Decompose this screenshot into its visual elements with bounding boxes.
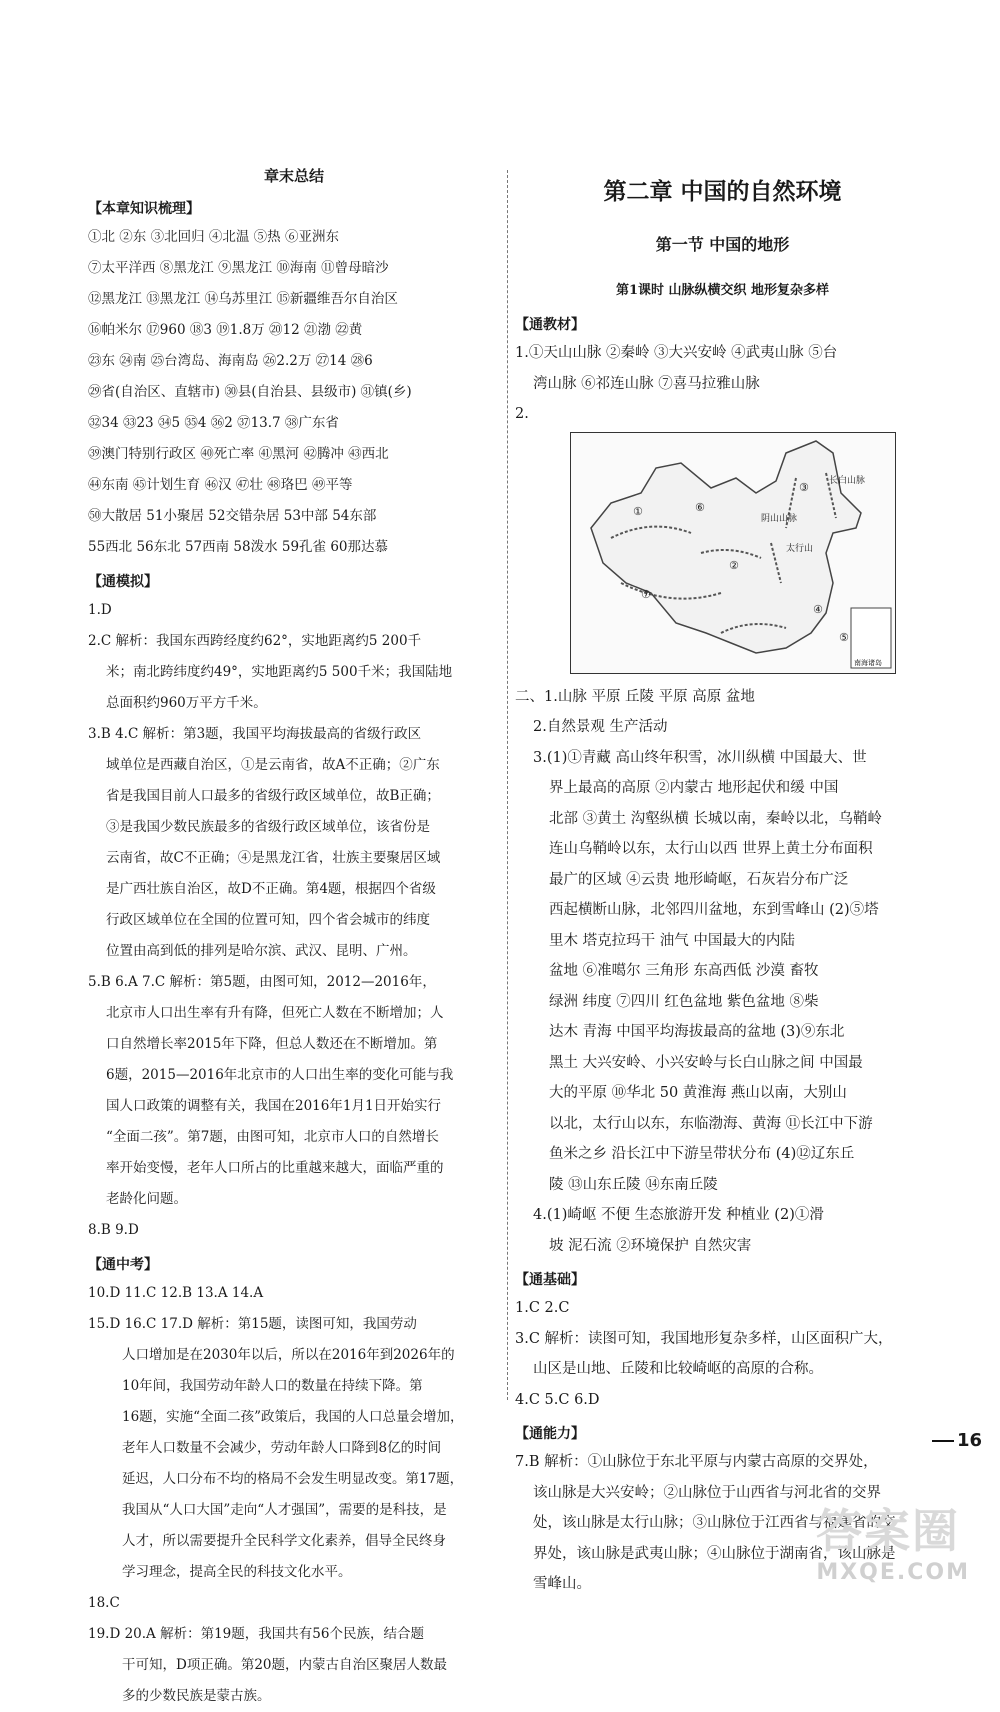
- answer-line: 达木 青海 中国平均海拔最高的盆地 (3)⑨东北: [549, 1024, 845, 1040]
- answer-line: 北京市人口出生率有升有降，但死亡人数在不断增加；人: [106, 1005, 444, 1021]
- watermark-url: MXQE.COM: [816, 1560, 970, 1585]
- answer-line: 米；南北跨纬度约49°，实地距离约5 500千米；我国陆地: [106, 664, 453, 680]
- answer-line: 人才，所以需要提升全民科学文化素养，倡导全民终身: [122, 1533, 446, 1549]
- page-number-dash: [932, 1440, 954, 1442]
- answer-line: 率开始变慢，老年人口所占的比重越来越大，面临严重的: [106, 1160, 444, 1176]
- answer-line: 口自然增长率2015年下降，但总人数还在不断增加。第: [106, 1036, 438, 1052]
- answer-line: 2.C 解析：我国东西跨经度约62°，实地距离约5 200千: [88, 633, 422, 649]
- section-heading: 【本章知识梳理】: [88, 201, 200, 217]
- section-heading: 【通中考】: [88, 1257, 158, 1273]
- answer-line: 学习理念，提高全民的科技文化水平。: [122, 1564, 352, 1580]
- answer-line: 3.C 解析：读图可知，我国地形复杂多样，山区面积广大，: [515, 1330, 893, 1347]
- label-4: ④: [813, 602, 823, 616]
- answer-line: 7.B 解析：①山脉位于东北平原与内蒙古高原的交界处，: [515, 1454, 878, 1470]
- answer-line: 云南省，故C不正确；④是黑龙江省，壮族主要聚居区域: [106, 850, 441, 866]
- answer-line: 陵 ⑬山东丘陵 ⑭东南丘陵: [549, 1176, 718, 1193]
- chapter-summary-title: 章末总结: [263, 167, 324, 185]
- knowledge-section: [88, 196, 500, 563]
- label-2: ②: [729, 558, 739, 572]
- inset-label: 南海诸岛: [854, 658, 882, 667]
- text-line: ㊹东南 ㊺计划生育 ㊻汉 ㊼壮 ㊽珞巴 ㊾平等: [88, 477, 353, 493]
- answer-line: 绿洲 纬度 ⑦四川 红色盆地 紫色盆地 ⑧柴: [549, 993, 819, 1010]
- section-heading: 【通模拟】: [88, 574, 158, 590]
- answer-line: 雪峰山。: [533, 1576, 591, 1592]
- left-column: [88, 165, 500, 1712]
- answer-line: 老年人口数量不会减少，劳动年龄人口降到8亿的时间: [122, 1440, 442, 1456]
- answer-line: 8.B 9.D: [88, 1222, 139, 1238]
- chapter-title: 第二章 中国的自然环境: [603, 178, 842, 205]
- answer-line: 处，该山脉是太行山脉；③山脉位于江西省与福建省的交: [533, 1515, 896, 1531]
- answer-line: 里木 塔克拉玛干 油气 中国最大的内陆: [549, 932, 795, 949]
- answer-line: 省是我国目前人口最多的省级行政区域单位，故B正确；: [106, 788, 440, 804]
- text-line: ⑫黑龙江 ⑬黑龙江 ⑭乌苏里江 ⑮新疆维吾尔自治区: [88, 291, 398, 307]
- answer-line: 界上最高的高原 ②内蒙古 地形起伏和缓 中国: [549, 780, 839, 796]
- answer-line: “全面二孩”。第7题，由图可知，北京市人口的自然增长: [106, 1129, 439, 1145]
- text-line: 55西北 56东北 57西南 58泼水 59孔雀 60那达慕: [88, 539, 389, 555]
- page-number: [932, 1430, 982, 1451]
- answer-line: 10.D 11.C 12.B 13.A 14.A: [88, 1285, 264, 1301]
- answer-line: 15.D 16.C 17.D 解析：第15题，读图可知，我国劳动: [88, 1316, 417, 1332]
- section-heading: 【通教材】: [515, 317, 585, 333]
- answer-line: 湾山脉 ⑥祁连山脉 ⑦喜马拉雅山脉: [533, 375, 760, 392]
- answer-line: 行政区域单位在全国的位置可知，四个省会城市的纬度: [106, 912, 430, 928]
- text-line: ⑦太平洋西 ⑧黑龙江 ⑨黑龙江 ⑩海南 ⑪曾母暗沙: [88, 260, 389, 276]
- answer-line: 山区是山地、丘陵和比较崎岖的高原的合称。: [533, 1361, 823, 1377]
- watermark-logo: 答案圈: [816, 1504, 960, 1558]
- text-line: ㊴澳门特别行政区 ㊵死亡率 ㊶黑河 ㊷腾冲 ㊸西北: [88, 446, 389, 462]
- changbai-label: 长白山脉: [829, 475, 866, 486]
- answer-line: 1.C 2.C: [515, 1300, 570, 1316]
- taihang-label: 太行山: [786, 543, 814, 554]
- answer-line: 10年间，我国劳动年龄人口的数量在持续下降。第: [122, 1378, 423, 1394]
- label-5: ⑤: [839, 630, 849, 644]
- label-1: ①: [633, 504, 643, 518]
- answer-line: 北部 ③黄土 沟壑纵横 长城以南，秦岭以北，乌鞘岭: [549, 810, 882, 827]
- answer-line: 以北，太行山以东，东临渤海、黄海 ⑪长江中下游: [549, 1115, 873, 1132]
- answer-line: 1.①天山山脉 ②秦岭 ③大兴安岭 ④武夷山脉 ⑤台: [515, 345, 838, 361]
- answer-line: ③是我国少数民族最多的省级行政区域单位，该省份是: [106, 819, 430, 835]
- yinshan-label: 阴山山脉: [761, 513, 798, 524]
- answer-line: 是广西壮族自治区，故D不正确。第4题，根据四个省级: [106, 881, 436, 897]
- lesson-title: 第1课时 山脉纵横交织 地形复杂多样: [615, 283, 830, 298]
- section-title: 第一节 中国的地形: [655, 235, 790, 254]
- answer-line: 黑土 大兴安岭、小兴安岭与长白山脉之间 中国最: [549, 1054, 863, 1071]
- answer-line: 二、1.山脉 平原 丘陵 平原 高原 盆地: [515, 688, 755, 705]
- answer-line: 老龄化问题。: [106, 1191, 187, 1207]
- answer-line: 西起横断山脉，北邻四川盆地，东到雪峰山 (2)⑤塔: [549, 902, 879, 918]
- answer-line: 16题，实施“全面二孩”政策后，我国的人口总量会增加，: [122, 1409, 464, 1425]
- text-line: ㉙省(自治区、直辖市) ㉚县(自治县、县级市) ㉛镇(乡): [88, 384, 412, 400]
- answer-line: 18.C: [88, 1595, 120, 1611]
- answer-line: 4.C 5.C 6.D: [515, 1391, 600, 1408]
- label-7: ⑦: [641, 587, 651, 601]
- china-mountains-map: [570, 432, 896, 674]
- answer-line: 1.D: [88, 602, 112, 618]
- answer-line: 盆地 ⑥准噶尔 三角形 东高西低 沙漠 畜牧: [549, 963, 819, 979]
- answer-line: 3.B 4.C 解析：第3题，我国平均海拔最高的省级行政区: [88, 726, 422, 742]
- answer-line: 6题，2015—2016年北京市的人口出生率的变化可能与我: [106, 1067, 454, 1083]
- answer-line: 位置由高到低的排列是哈尔滨、武汉、昆明、广州。: [106, 943, 417, 959]
- answer-line: 19.D 20.A 解析：第19题，我国共有56个民族，结合题: [88, 1626, 424, 1642]
- answer-line: 总面积约960万平方千米。: [106, 695, 267, 711]
- answer-line: 延迟，人口分布不均的格局不会发生明显改变。第17题，: [122, 1471, 464, 1487]
- answer-line: 连山乌鞘岭以东，太行山以西 世界上黄土分布面积: [549, 841, 873, 857]
- label-6: ⑥: [695, 500, 705, 514]
- answer-line: 我国从“人口大国”走向“人才强国”，需要的是科技，是: [122, 1502, 447, 1518]
- answer-line: 最广的区域 ④云贵 地形崎岖，石灰岩分布广泛: [549, 871, 849, 888]
- answer-line: 人口增加是在2030年以后，所以在2016年到2026年的: [122, 1347, 455, 1363]
- answer-line: 2.自然景观 生产活动: [533, 719, 668, 735]
- mock-section: [88, 569, 500, 1246]
- answer-line: 5.B 6.A 7.C 解析：第5题，由图可知，2012—2016年，: [88, 974, 436, 990]
- answer-line: 干可知，D项正确。第20题，内蒙古自治区聚居人数最: [122, 1657, 448, 1673]
- answer-line: 大的平原 ⑩华北 50 黄淮海 燕山以南，大别山: [549, 1085, 847, 1101]
- column-divider: [507, 170, 508, 1400]
- section-heading: 【通基础】: [515, 1272, 585, 1288]
- text-line: ㉓东 ㉔南 ㉕台湾岛、海南岛 ㉖2.2万 ㉗14 ㉘6: [88, 353, 373, 369]
- answer-line: 多的少数民族是蒙古族。: [122, 1688, 271, 1704]
- exam-section: [88, 1252, 500, 1712]
- china-outline: [591, 441, 861, 653]
- answer-line: 坡 泥石流 ②环境保护 自然灾害: [549, 1237, 752, 1254]
- answer-line: 4.(1)崎岖 不便 生态旅游开发 种植业 (2)①滑: [533, 1207, 824, 1223]
- map-figure: [571, 433, 895, 673]
- text-line: ①北 ②东 ③北回归 ④北温 ⑤热 ⑥亚洲东: [88, 229, 339, 245]
- answer-line: 该山脉是大兴安岭；②山脉位于山西省与河北省的交界: [533, 1484, 881, 1501]
- answer-line: 2.: [515, 406, 529, 422]
- answer-line: 域单位是西藏自治区，①是云南省，故A不正确；②广东: [106, 757, 440, 773]
- text-line: ㉜34 ㉝23 ㉞5 ㉟4 ㊱2 ㊲13.7 ㊳广东省: [88, 415, 339, 431]
- answer-line: 界处，该山脉是武夷山脉；④山脉位于湖南省，该山脉是: [533, 1545, 896, 1562]
- right-column: [515, 165, 930, 1600]
- answer-line: 鱼米之乡 沿长江中下游呈带状分布 (4)⑫辽东丘: [549, 1146, 855, 1162]
- page-number-text: 16: [956, 1430, 982, 1451]
- answer-line: 3.(1)①青藏 高山终年积雪，冰川纵横 中国最大、世: [533, 749, 867, 766]
- label-3: ③: [799, 480, 809, 494]
- answer-line: 国人口政策的调整有关，我国在2016年1月1日开始实行: [106, 1098, 442, 1114]
- section-heading: 【通能力】: [515, 1426, 585, 1442]
- text-line: ⑯帕米尔 ⑰960 ⑱3 ⑲1.8万 ⑳12 ㉑渤 ㉒黄: [88, 322, 363, 338]
- text-line: ㊿大散居 51小聚居 52交错杂居 53中部 54东部: [88, 508, 377, 524]
